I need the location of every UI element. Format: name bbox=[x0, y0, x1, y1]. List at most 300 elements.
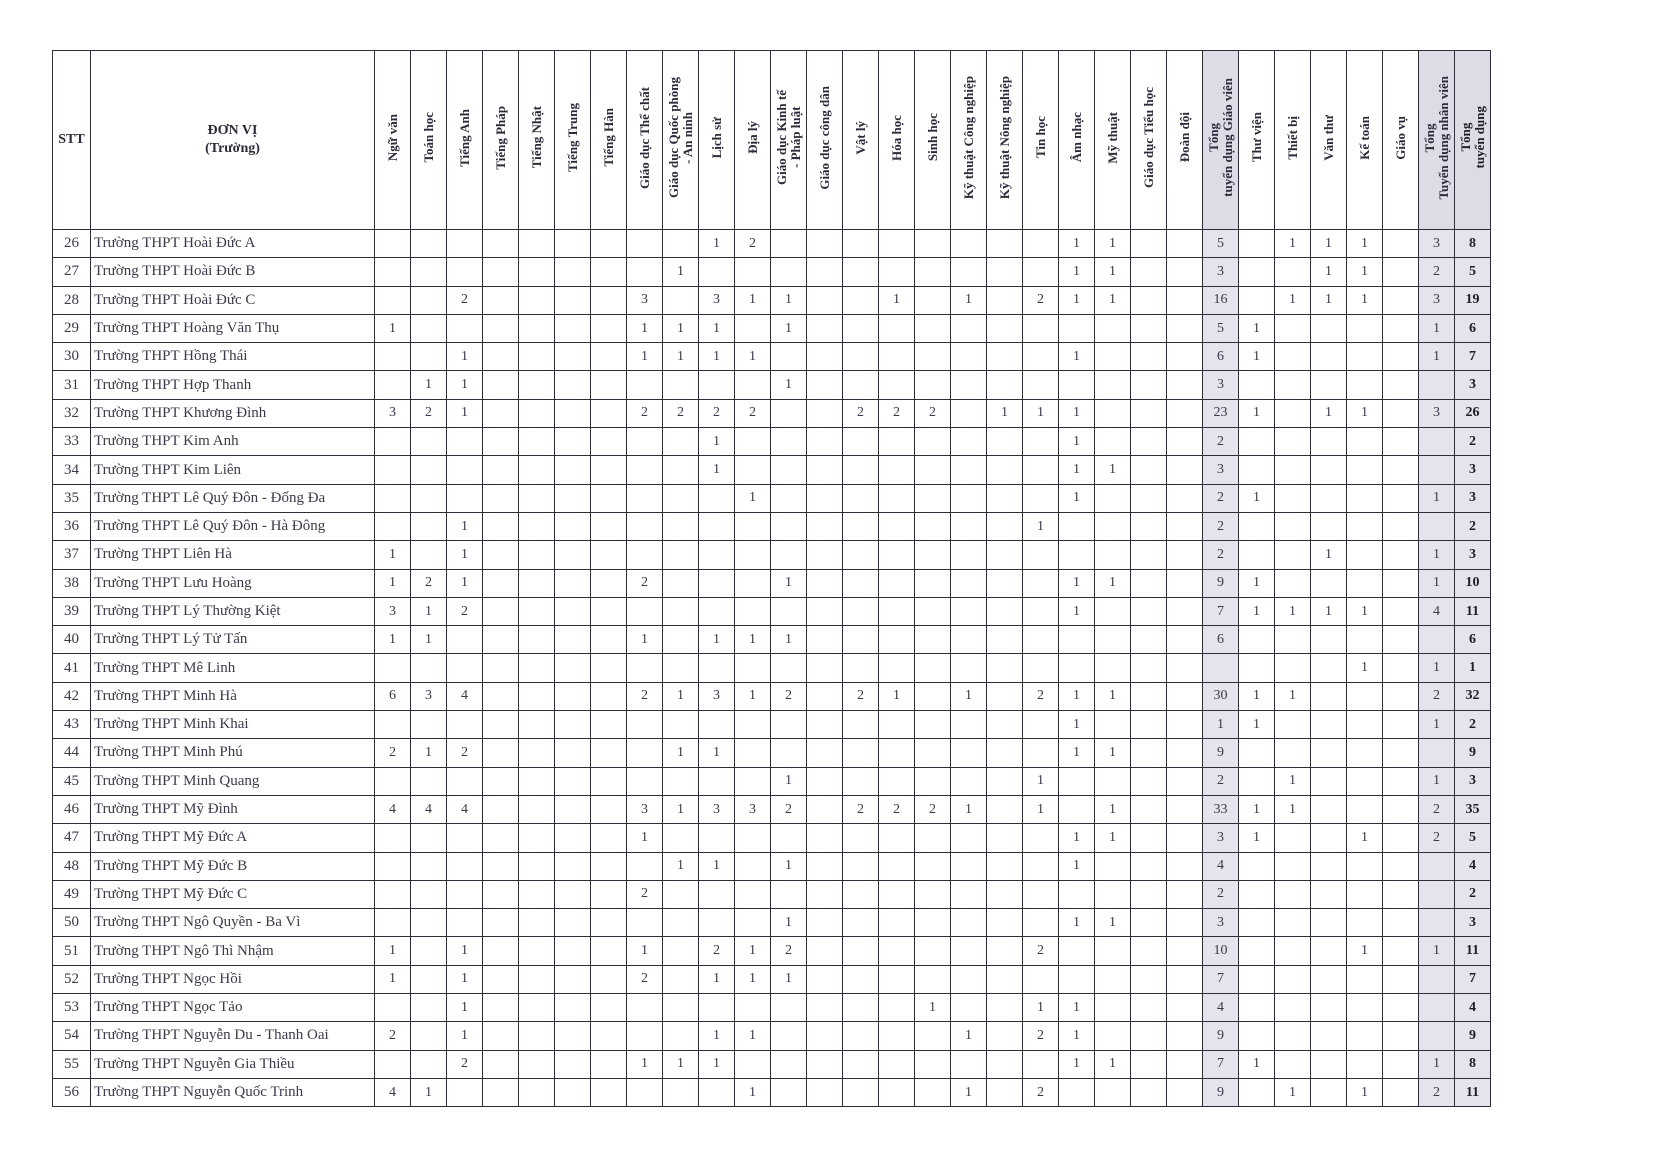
cell-col-9 bbox=[699, 258, 735, 286]
cell-col-16 bbox=[951, 541, 987, 569]
header-col-label: Âm nhạc bbox=[1068, 112, 1084, 163]
cell-col-22 bbox=[1167, 286, 1203, 314]
cell-col-0: 1 bbox=[375, 569, 411, 597]
cell-col-20: 1 bbox=[1095, 824, 1131, 852]
cell-col-23: 4 bbox=[1203, 852, 1239, 880]
cell-col-20 bbox=[1095, 541, 1131, 569]
row-school-name: Trường THPT Mỹ Đức C bbox=[91, 880, 375, 908]
row-stt: 43 bbox=[53, 711, 91, 739]
cell-col-26 bbox=[1311, 937, 1347, 965]
cell-col-4 bbox=[519, 937, 555, 965]
cell-col-11 bbox=[771, 456, 807, 484]
cell-col-24 bbox=[1239, 852, 1275, 880]
cell-col-18 bbox=[1023, 371, 1059, 399]
cell-col-5 bbox=[555, 852, 591, 880]
cell-col-11 bbox=[771, 428, 807, 456]
cell-col-20 bbox=[1095, 314, 1131, 342]
cell-col-14: 1 bbox=[879, 682, 915, 710]
cell-col-28 bbox=[1383, 314, 1419, 342]
header-col-label: Kỹ thuật Nông nghiệp bbox=[996, 75, 1012, 200]
cell-col-17 bbox=[987, 795, 1023, 823]
header-col-11 bbox=[771, 51, 807, 230]
cell-col-6 bbox=[591, 965, 627, 993]
cell-col-17 bbox=[987, 852, 1023, 880]
cell-col-6 bbox=[591, 456, 627, 484]
cell-col-17 bbox=[987, 739, 1023, 767]
cell-col-8: 1 bbox=[663, 1050, 699, 1078]
cell-col-2 bbox=[447, 880, 483, 908]
cell-col-2 bbox=[447, 654, 483, 682]
cell-col-21 bbox=[1131, 909, 1167, 937]
cell-col-25 bbox=[1275, 1050, 1311, 1078]
cell-col-21 bbox=[1131, 626, 1167, 654]
cell-col-24 bbox=[1239, 428, 1275, 456]
cell-col-10 bbox=[735, 994, 771, 1022]
cell-col-0: 1 bbox=[375, 965, 411, 993]
cell-col-15 bbox=[915, 739, 951, 767]
cell-col-24 bbox=[1239, 767, 1275, 795]
cell-col-20 bbox=[1095, 937, 1131, 965]
cell-col-14 bbox=[879, 343, 915, 371]
cell-col-20: 1 bbox=[1095, 1050, 1131, 1078]
cell-col-18 bbox=[1023, 965, 1059, 993]
row-stt: 36 bbox=[53, 512, 91, 540]
cell-col-16 bbox=[951, 258, 987, 286]
cell-col-30: 3 bbox=[1455, 484, 1491, 512]
cell-col-11 bbox=[771, 512, 807, 540]
header-col-label: Kế toán bbox=[1356, 115, 1372, 160]
cell-col-11 bbox=[771, 994, 807, 1022]
cell-col-1 bbox=[411, 937, 447, 965]
cell-col-20 bbox=[1095, 597, 1131, 625]
header-col-12 bbox=[807, 51, 843, 230]
cell-col-26 bbox=[1311, 739, 1347, 767]
cell-col-21 bbox=[1131, 456, 1167, 484]
cell-col-23: 7 bbox=[1203, 597, 1239, 625]
cell-col-17 bbox=[987, 286, 1023, 314]
header-col-4 bbox=[519, 51, 555, 230]
cell-col-25 bbox=[1275, 314, 1311, 342]
cell-col-28 bbox=[1383, 965, 1419, 993]
cell-col-20 bbox=[1095, 852, 1131, 880]
cell-col-20: 1 bbox=[1095, 258, 1131, 286]
cell-col-25 bbox=[1275, 569, 1311, 597]
cell-col-2: 1 bbox=[447, 512, 483, 540]
cell-col-0: 4 bbox=[375, 795, 411, 823]
cell-col-19: 1 bbox=[1059, 711, 1095, 739]
table-row bbox=[53, 314, 1527, 342]
cell-col-27 bbox=[1347, 711, 1383, 739]
cell-col-24: 1 bbox=[1239, 682, 1275, 710]
cell-col-24: 1 bbox=[1239, 711, 1275, 739]
cell-col-23: 5 bbox=[1203, 230, 1239, 258]
cell-col-9 bbox=[699, 824, 735, 852]
cell-col-8 bbox=[663, 456, 699, 484]
cell-col-13 bbox=[843, 711, 879, 739]
cell-col-19 bbox=[1059, 767, 1095, 795]
cell-col-25 bbox=[1275, 371, 1311, 399]
cell-col-4 bbox=[519, 343, 555, 371]
cell-col-6 bbox=[591, 711, 627, 739]
cell-col-14 bbox=[879, 739, 915, 767]
cell-col-0: 6 bbox=[375, 682, 411, 710]
cell-col-23: 2 bbox=[1203, 541, 1239, 569]
header-col-24 bbox=[1239, 51, 1275, 230]
cell-col-14 bbox=[879, 654, 915, 682]
cell-col-0 bbox=[375, 852, 411, 880]
header-col-label: Đoàn đội bbox=[1176, 112, 1192, 163]
table-row bbox=[53, 428, 1527, 456]
cell-col-1 bbox=[411, 343, 447, 371]
cell-col-16: 1 bbox=[951, 1078, 987, 1106]
cell-col-17 bbox=[987, 626, 1023, 654]
cell-col-9 bbox=[699, 654, 735, 682]
cell-col-28 bbox=[1383, 286, 1419, 314]
header-col-label: Tổng tuyển dụng Giáo viên bbox=[1205, 78, 1235, 197]
cell-col-5 bbox=[555, 286, 591, 314]
cell-col-9 bbox=[699, 371, 735, 399]
cell-col-9 bbox=[699, 909, 735, 937]
cell-col-17 bbox=[987, 456, 1023, 484]
cell-col-15 bbox=[915, 626, 951, 654]
cell-col-27 bbox=[1347, 626, 1383, 654]
cell-col-4 bbox=[519, 626, 555, 654]
cell-col-29: 1 bbox=[1419, 541, 1455, 569]
row-school-name: Trường THPT Minh Phú bbox=[91, 739, 375, 767]
cell-col-22 bbox=[1167, 1078, 1203, 1106]
cell-col-4 bbox=[519, 711, 555, 739]
cell-col-9: 3 bbox=[699, 286, 735, 314]
cell-col-20: 1 bbox=[1095, 739, 1131, 767]
cell-col-30: 4 bbox=[1455, 852, 1491, 880]
cell-col-16 bbox=[951, 739, 987, 767]
cell-col-15 bbox=[915, 314, 951, 342]
cell-col-28 bbox=[1383, 1078, 1419, 1106]
cell-col-29 bbox=[1419, 428, 1455, 456]
cell-col-18: 1 bbox=[1023, 512, 1059, 540]
cell-col-26 bbox=[1311, 767, 1347, 795]
cell-col-19: 1 bbox=[1059, 286, 1095, 314]
recruitment-table bbox=[52, 50, 1527, 1107]
cell-col-28 bbox=[1383, 484, 1419, 512]
cell-col-20 bbox=[1095, 1078, 1131, 1106]
cell-col-26 bbox=[1311, 428, 1347, 456]
cell-col-21 bbox=[1131, 1022, 1167, 1050]
cell-col-2: 1 bbox=[447, 569, 483, 597]
cell-col-30: 5 bbox=[1455, 258, 1491, 286]
row-stt: 32 bbox=[53, 399, 91, 427]
cell-col-15 bbox=[915, 654, 951, 682]
cell-col-0 bbox=[375, 258, 411, 286]
cell-col-23: 2 bbox=[1203, 880, 1239, 908]
cell-col-10 bbox=[735, 852, 771, 880]
row-school-name: Trường THPT Lý Thường Kiệt bbox=[91, 597, 375, 625]
header-col-27 bbox=[1347, 51, 1383, 230]
cell-col-17 bbox=[987, 880, 1023, 908]
cell-col-16 bbox=[951, 1050, 987, 1078]
row-stt: 46 bbox=[53, 795, 91, 823]
cell-col-9: 1 bbox=[699, 428, 735, 456]
cell-col-8 bbox=[663, 767, 699, 795]
cell-col-16 bbox=[951, 343, 987, 371]
cell-col-3 bbox=[483, 711, 519, 739]
cell-col-29: 3 bbox=[1419, 399, 1455, 427]
cell-col-14 bbox=[879, 371, 915, 399]
cell-col-7: 1 bbox=[627, 937, 663, 965]
cell-col-3 bbox=[483, 512, 519, 540]
cell-col-28 bbox=[1383, 428, 1419, 456]
row-school-name: Trường THPT Minh Khai bbox=[91, 711, 375, 739]
cell-col-22 bbox=[1167, 739, 1203, 767]
cell-col-3 bbox=[483, 399, 519, 427]
cell-col-23 bbox=[1203, 654, 1239, 682]
cell-col-2: 4 bbox=[447, 795, 483, 823]
cell-col-1 bbox=[411, 965, 447, 993]
cell-col-23: 9 bbox=[1203, 739, 1239, 767]
row-stt: 35 bbox=[53, 484, 91, 512]
cell-col-26 bbox=[1311, 484, 1347, 512]
cell-col-28 bbox=[1383, 1050, 1419, 1078]
header-col-7 bbox=[627, 51, 663, 230]
cell-col-20 bbox=[1095, 880, 1131, 908]
cell-col-22 bbox=[1167, 767, 1203, 795]
cell-col-18 bbox=[1023, 569, 1059, 597]
cell-col-28 bbox=[1383, 937, 1419, 965]
cell-col-17 bbox=[987, 314, 1023, 342]
cell-col-30: 2 bbox=[1455, 711, 1491, 739]
cell-col-14 bbox=[879, 824, 915, 852]
cell-col-10 bbox=[735, 456, 771, 484]
cell-col-0 bbox=[375, 880, 411, 908]
cell-col-9 bbox=[699, 484, 735, 512]
cell-col-16 bbox=[951, 767, 987, 795]
header-col-label: Lịch sử bbox=[708, 116, 724, 159]
cell-col-25: 1 bbox=[1275, 682, 1311, 710]
cell-col-21 bbox=[1131, 428, 1167, 456]
cell-col-24: 1 bbox=[1239, 597, 1275, 625]
table-row bbox=[53, 597, 1527, 625]
cell-col-15 bbox=[915, 711, 951, 739]
cell-col-16 bbox=[951, 994, 987, 1022]
cell-col-18 bbox=[1023, 484, 1059, 512]
cell-col-0: 1 bbox=[375, 541, 411, 569]
cell-col-17 bbox=[987, 541, 1023, 569]
cell-col-27 bbox=[1347, 682, 1383, 710]
cell-col-21 bbox=[1131, 852, 1167, 880]
cell-col-9: 1 bbox=[699, 626, 735, 654]
cell-col-8 bbox=[663, 654, 699, 682]
cell-col-8 bbox=[663, 880, 699, 908]
cell-col-29: 3 bbox=[1419, 230, 1455, 258]
cell-col-11: 2 bbox=[771, 682, 807, 710]
row-stt: 33 bbox=[53, 428, 91, 456]
cell-col-23: 33 bbox=[1203, 795, 1239, 823]
cell-col-6 bbox=[591, 1078, 627, 1106]
cell-col-22 bbox=[1167, 994, 1203, 1022]
cell-col-8: 1 bbox=[663, 682, 699, 710]
row-stt: 48 bbox=[53, 852, 91, 880]
cell-col-2 bbox=[447, 484, 483, 512]
cell-col-13 bbox=[843, 371, 879, 399]
cell-col-25 bbox=[1275, 994, 1311, 1022]
cell-col-14: 2 bbox=[879, 795, 915, 823]
cell-col-30: 2 bbox=[1455, 428, 1491, 456]
row-stt: 38 bbox=[53, 569, 91, 597]
cell-col-17 bbox=[987, 711, 1023, 739]
cell-col-28 bbox=[1383, 456, 1419, 484]
cell-col-7 bbox=[627, 428, 663, 456]
cell-col-18: 2 bbox=[1023, 1078, 1059, 1106]
cell-col-22 bbox=[1167, 541, 1203, 569]
cell-col-6 bbox=[591, 314, 627, 342]
cell-col-29 bbox=[1419, 371, 1455, 399]
cell-col-1 bbox=[411, 1022, 447, 1050]
cell-col-6 bbox=[591, 682, 627, 710]
cell-col-10 bbox=[735, 428, 771, 456]
cell-col-20 bbox=[1095, 654, 1131, 682]
header-col-label: Giáo dục Tiểu học bbox=[1140, 86, 1156, 189]
cell-col-14 bbox=[879, 1050, 915, 1078]
row-school-name: Trường THPT Ngọc Tảo bbox=[91, 994, 375, 1022]
cell-col-27 bbox=[1347, 880, 1383, 908]
row-stt: 41 bbox=[53, 654, 91, 682]
cell-col-3 bbox=[483, 767, 519, 795]
cell-col-11 bbox=[771, 230, 807, 258]
cell-col-26: 1 bbox=[1311, 597, 1347, 625]
header-col-18 bbox=[1023, 51, 1059, 230]
cell-col-27 bbox=[1347, 1050, 1383, 1078]
table-body bbox=[53, 230, 1527, 1107]
cell-col-28 bbox=[1383, 739, 1419, 767]
cell-col-29: 2 bbox=[1419, 258, 1455, 286]
cell-col-29: 1 bbox=[1419, 569, 1455, 597]
cell-col-18 bbox=[1023, 258, 1059, 286]
cell-col-11 bbox=[771, 258, 807, 286]
cell-col-3 bbox=[483, 937, 519, 965]
row-school-name: Trường THPT Lưu Hoàng bbox=[91, 569, 375, 597]
cell-col-15 bbox=[915, 824, 951, 852]
row-stt: 42 bbox=[53, 682, 91, 710]
cell-col-19 bbox=[1059, 654, 1095, 682]
cell-col-11 bbox=[771, 824, 807, 852]
cell-col-29: 1 bbox=[1419, 1050, 1455, 1078]
cell-col-7: 3 bbox=[627, 795, 663, 823]
cell-col-2 bbox=[447, 456, 483, 484]
header-col-label: Mỹ thuật bbox=[1104, 111, 1120, 164]
cell-col-7 bbox=[627, 1078, 663, 1106]
cell-col-27: 1 bbox=[1347, 286, 1383, 314]
cell-col-3 bbox=[483, 456, 519, 484]
cell-col-26 bbox=[1311, 343, 1347, 371]
cell-col-5 bbox=[555, 711, 591, 739]
cell-col-5 bbox=[555, 541, 591, 569]
cell-col-5 bbox=[555, 314, 591, 342]
cell-col-25 bbox=[1275, 1022, 1311, 1050]
header-don-vi-subtitle: (Trường) bbox=[205, 141, 260, 156]
cell-col-15 bbox=[915, 371, 951, 399]
cell-col-4 bbox=[519, 597, 555, 625]
cell-col-29 bbox=[1419, 994, 1455, 1022]
cell-col-7 bbox=[627, 994, 663, 1022]
cell-col-11: 2 bbox=[771, 937, 807, 965]
cell-col-12 bbox=[807, 965, 843, 993]
cell-col-29: 1 bbox=[1419, 937, 1455, 965]
cell-col-29: 1 bbox=[1419, 343, 1455, 371]
cell-col-26 bbox=[1311, 909, 1347, 937]
cell-col-9: 1 bbox=[699, 230, 735, 258]
cell-col-30: 8 bbox=[1455, 1050, 1491, 1078]
cell-col-17 bbox=[987, 484, 1023, 512]
cell-col-23: 3 bbox=[1203, 909, 1239, 937]
cell-col-22 bbox=[1167, 371, 1203, 399]
cell-col-15 bbox=[915, 597, 951, 625]
cell-col-17 bbox=[987, 994, 1023, 1022]
cell-col-27 bbox=[1347, 965, 1383, 993]
row-stt: 37 bbox=[53, 541, 91, 569]
cell-col-13 bbox=[843, 569, 879, 597]
cell-col-4 bbox=[519, 230, 555, 258]
cell-col-25 bbox=[1275, 258, 1311, 286]
cell-col-15 bbox=[915, 852, 951, 880]
cell-col-12 bbox=[807, 824, 843, 852]
cell-col-16 bbox=[951, 880, 987, 908]
cell-col-14 bbox=[879, 852, 915, 880]
cell-col-12 bbox=[807, 1050, 843, 1078]
header-stt: STT bbox=[53, 51, 91, 230]
cell-col-21 bbox=[1131, 286, 1167, 314]
cell-col-3 bbox=[483, 1022, 519, 1050]
cell-col-16 bbox=[951, 456, 987, 484]
cell-col-29 bbox=[1419, 456, 1455, 484]
cell-col-10 bbox=[735, 654, 771, 682]
cell-col-3 bbox=[483, 484, 519, 512]
cell-col-2: 1 bbox=[447, 399, 483, 427]
cell-col-8 bbox=[663, 371, 699, 399]
cell-col-21 bbox=[1131, 541, 1167, 569]
cell-col-8 bbox=[663, 994, 699, 1022]
cell-col-27 bbox=[1347, 909, 1383, 937]
cell-col-7 bbox=[627, 484, 663, 512]
cell-col-28 bbox=[1383, 626, 1419, 654]
row-school-name: Trường THPT Hoài Đức C bbox=[91, 286, 375, 314]
cell-col-24 bbox=[1239, 654, 1275, 682]
cell-col-11 bbox=[771, 399, 807, 427]
cell-col-7: 1 bbox=[627, 314, 663, 342]
cell-col-27 bbox=[1347, 739, 1383, 767]
cell-col-12 bbox=[807, 852, 843, 880]
cell-col-15 bbox=[915, 767, 951, 795]
cell-col-3 bbox=[483, 965, 519, 993]
cell-col-25 bbox=[1275, 541, 1311, 569]
cell-col-26 bbox=[1311, 371, 1347, 399]
cell-col-8: 2 bbox=[663, 399, 699, 427]
cell-col-21 bbox=[1131, 314, 1167, 342]
cell-col-23: 9 bbox=[1203, 1022, 1239, 1050]
table-row bbox=[53, 484, 1527, 512]
cell-col-0 bbox=[375, 286, 411, 314]
cell-col-25: 1 bbox=[1275, 795, 1311, 823]
cell-col-12 bbox=[807, 314, 843, 342]
cell-col-23: 7 bbox=[1203, 1050, 1239, 1078]
cell-col-19: 1 bbox=[1059, 258, 1095, 286]
cell-col-4 bbox=[519, 258, 555, 286]
cell-col-13 bbox=[843, 286, 879, 314]
cell-col-25 bbox=[1275, 343, 1311, 371]
cell-col-15 bbox=[915, 1078, 951, 1106]
header-col-label: Hóa học bbox=[888, 114, 904, 161]
row-school-name: Trường THPT Minh Hà bbox=[91, 682, 375, 710]
header-col-3 bbox=[483, 51, 519, 230]
